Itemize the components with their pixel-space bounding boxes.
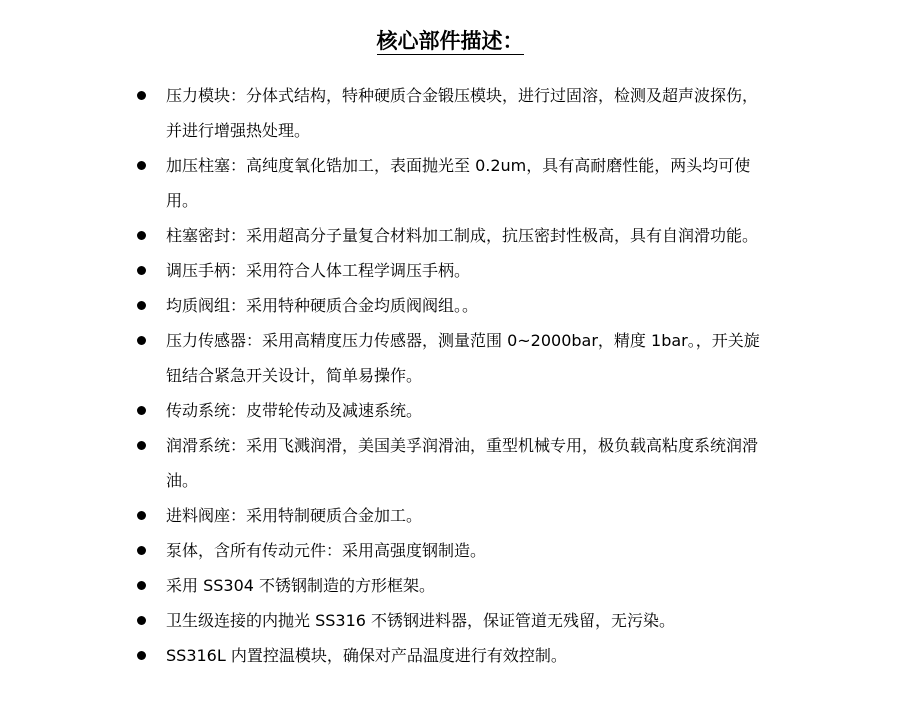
bullet-icon bbox=[137, 161, 146, 170]
list-item-text: 调压手柄：采用符合人体工程学调压手柄。 bbox=[166, 261, 471, 280]
list-item bbox=[0, 78, 772, 148]
list-item-text: SS316L 内置控温模块，确保对产品温度进行有效控制。 bbox=[166, 646, 567, 665]
bullet-icon bbox=[137, 511, 146, 520]
list-item bbox=[0, 568, 772, 603]
bullet-icon bbox=[137, 546, 146, 555]
list-item-text: 加压柱塞：高纯度氧化锆加工，表面抛光至 0.2um，具有高耐磨性能，两头均可使用。 bbox=[166, 156, 751, 210]
list-item-text: 进料阀座：采用特制硬质合金加工。 bbox=[166, 506, 423, 525]
list-item bbox=[0, 253, 772, 288]
bullet-icon bbox=[137, 266, 146, 275]
page-title bbox=[0, 26, 900, 56]
list-item-text: 柱塞密封：采用超高分子量复合材料加工制成，抗压密封性极高，具有自润滑功能。 bbox=[166, 226, 759, 245]
bullet-icon bbox=[137, 651, 146, 660]
bullet-icon bbox=[137, 336, 146, 345]
list-item bbox=[0, 638, 772, 673]
bullet-icon bbox=[137, 231, 146, 240]
bullet-icon bbox=[137, 406, 146, 415]
bullet-icon bbox=[137, 91, 146, 100]
list-item bbox=[0, 603, 772, 638]
bullet-icon bbox=[137, 616, 146, 625]
bullet-icon bbox=[137, 581, 146, 590]
list-item bbox=[0, 428, 772, 498]
list-item-text: 压力传感器：采用高精度压力传感器，测量范围 0~2000bar，精度 1bar。，开关旋钮结合紧急开关设计，简单易操作。 bbox=[166, 331, 760, 385]
list-item bbox=[0, 323, 772, 393]
list-item-text: 润滑系统：采用飞溅润滑，美国美孚润滑油，重型机械专用，极负载高粘度系统润滑油。 bbox=[166, 436, 759, 490]
list-item bbox=[0, 148, 772, 218]
bullet-icon bbox=[137, 441, 146, 450]
list-item-text: 传动系统：皮带轮传动及减速系统。 bbox=[166, 401, 423, 420]
list-item bbox=[0, 533, 772, 568]
list-item bbox=[0, 498, 772, 533]
list-item-text: 压力模块：分体式结构，特种硬质合金锻压模块，进行过固溶，检测及超声波探伤，并进行增强热处理。 bbox=[166, 86, 759, 140]
list-item-text: 泵体，含所有传动元件：采用高强度钢制造。 bbox=[166, 541, 487, 560]
list-item bbox=[0, 393, 772, 428]
list-item-text: 卫生级连接的内抛光 SS316 不锈钢进料器，保证管道无残留，无污染。 bbox=[166, 611, 676, 630]
list-item-text: 均质阀组：采用特种硬质合金均质阀阀组。。 bbox=[166, 296, 479, 315]
component-list bbox=[0, 78, 900, 673]
list-item-text: 采用 SS304 不锈钢制造的方形框架。 bbox=[166, 576, 436, 595]
bullet-icon bbox=[137, 301, 146, 310]
page-title-text: 核心部件描述： bbox=[376, 29, 524, 53]
list-item bbox=[0, 218, 772, 253]
list-item bbox=[0, 288, 772, 323]
